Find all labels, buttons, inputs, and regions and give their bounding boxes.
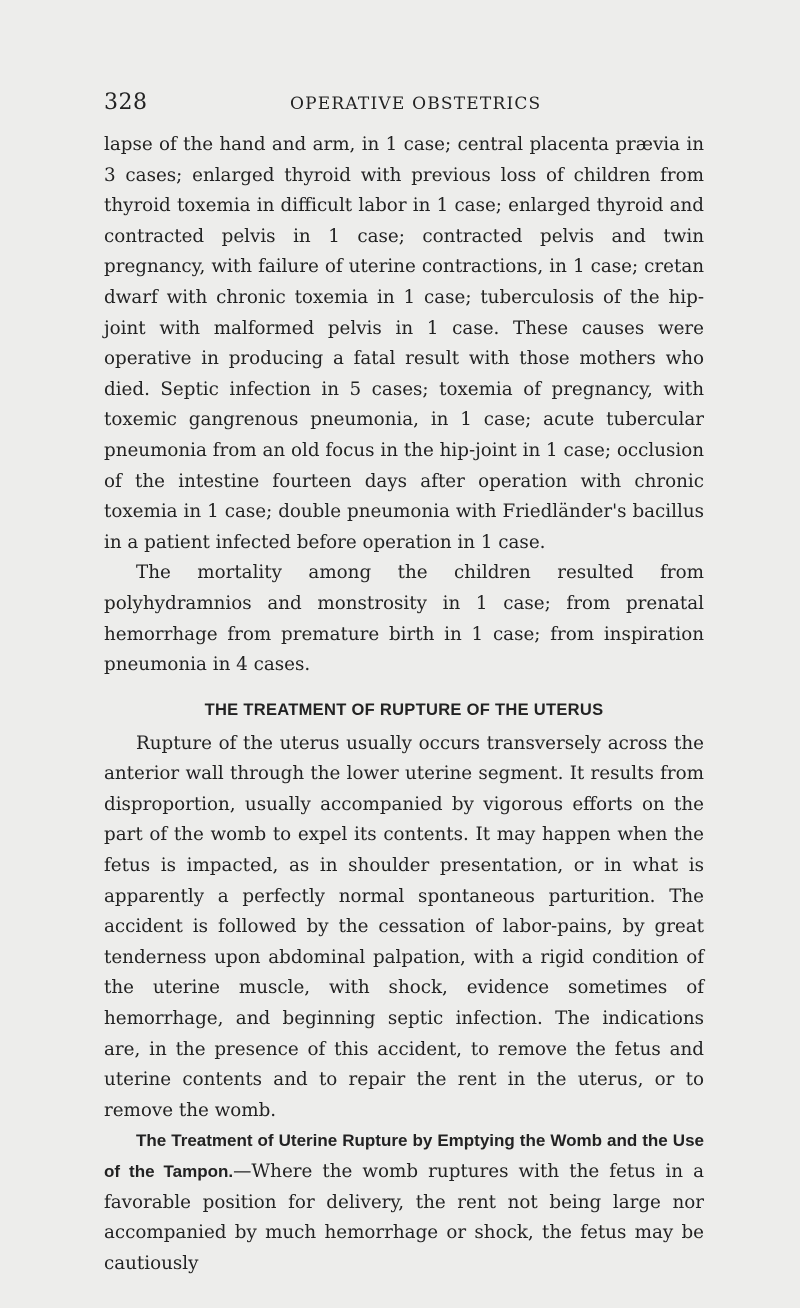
paragraph-continuation: lapse of the hand and arm, in 1 case; central placenta prævia in 3 cases; enlarged thyroid with previous loss of children from thyroid toxemia in difficult labor in 1 case; enlarged thyroid and contracted pelvis in 1 case; contracted pelvis and twin pregnancy, with failure of uterine contractions, in 1 case; cretan dwarf with chronic toxemia in 1 case; tuberculosis of the hip-joint with malformed pelvis in 1 case. These causes were operative in producing a fatal result with those mothers who died. Septic infection in 5 cases; toxemia of pregnancy, with toxemic gangrenous pneumonia, in 1 case; acute tubercular pneumonia from an old focus in the hip-joint in 1 case; occlusion of the intestine fourteen days after operation with chronic toxemia in 1 case; double pneumonia with Friedländer's bacillus in a patient infected before operation in 1 case.	[104, 134, 704, 553]
page-body	[104, 130, 704, 1279]
subsection-heading: The Treatment of Uterine Rupture by Emptying the Womb and the Use of the Tampon.	[104, 1131, 704, 1181]
running-head	[104, 90, 704, 120]
section-heading: THE TREATMENT OF RUPTURE OF THE UTERUS	[204, 700, 604, 719]
paragraph-rupture-description: Rupture of the uterus usually occurs transversely across the anterior wall through the lower uterine segment. It results from disproportion, usually accompanied by vigorous efforts on the part of the womb to expel its contents. It may happen when the fetus is impacted, as in shoulder presentation, or in what is apparently a perfectly normal spontaneous parturition. The accident is followed by the cessation of labor-pains, by great tenderness upon abdominal palpation, with a rigid condition of the uterine muscle, with shock, evidence sometimes of hemorrhage, and beginning septic infection. The indications are, in the presence of this accident, to remove the fetus and uterine contents and to repair the rent in the uterus, or to remove the womb.	[104, 732, 704, 1121]
running-title: OPERATIVE OBSTETRICS	[290, 94, 542, 114]
paragraph-child-mortality: The mortality among the children resulted from polyhydramnios and monstrosity in 1 case; from prenatal hemorrhage from premature birth in 1 case; from inspiration pneumonia in 4 cases.	[104, 562, 704, 676]
paragraph-tampon-treatment	[104, 1126, 704, 1279]
paragraph-tampon-text: —Where the womb ruptures with the fetus in a favorable position for delivery, the rent not being large nor accompanied by much hemorrhage or shock, the fetus may be cautiously	[104, 1161, 704, 1274]
page-number: 328	[104, 90, 148, 115]
